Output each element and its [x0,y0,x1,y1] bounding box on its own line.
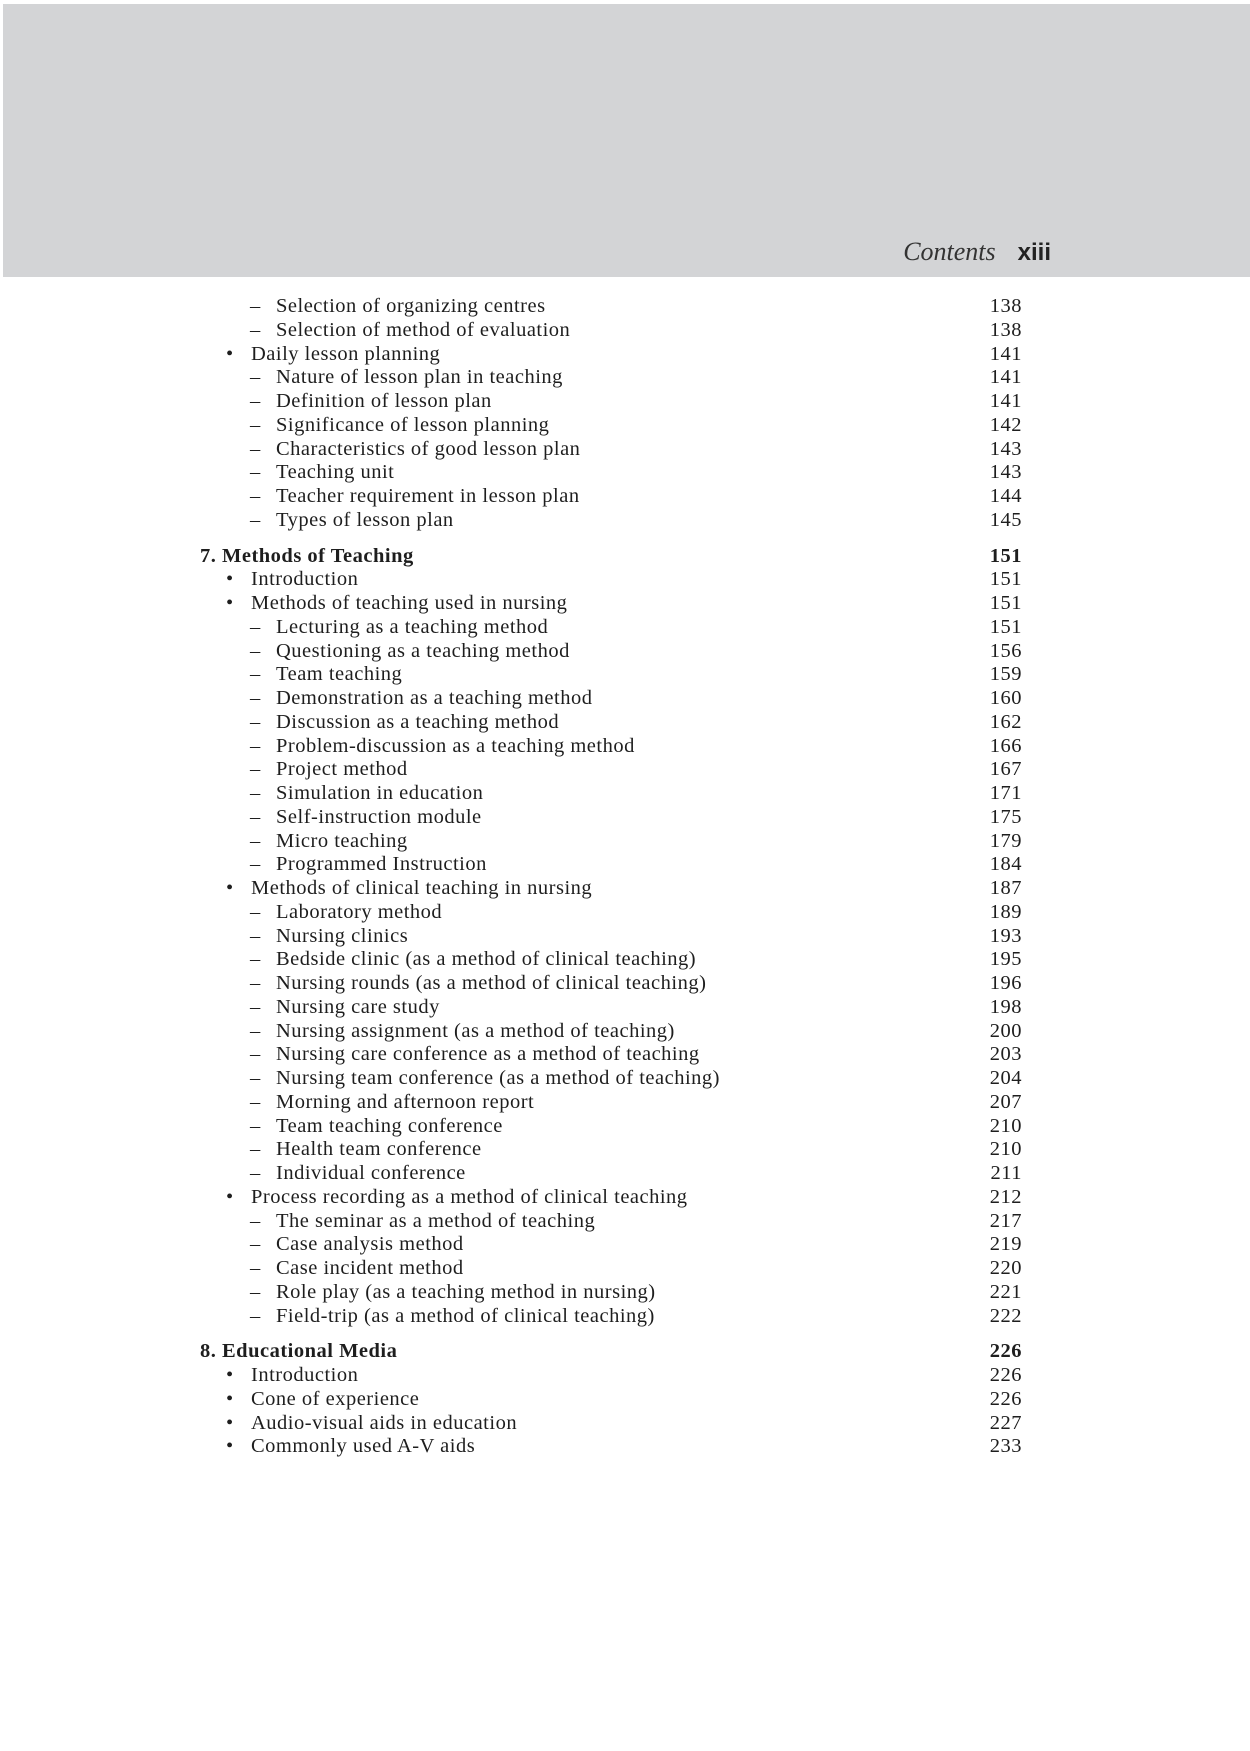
toc-section [200,1412,1022,1436]
toc-entry-page: 171 [989,782,1022,804]
toc-entry-title: Methods of teaching used in nursing [251,592,568,614]
toc-entry-page: 233 [989,1435,1022,1458]
toc-entry-title: Selection of organizing centres [276,295,546,317]
bullet-icon: • [226,877,234,899]
toc-entry-page: 141 [989,390,1022,412]
toc-subsection [200,806,1022,830]
toc-entry-title: Audio-visual aids in education [251,1411,518,1434]
bullet-icon: • [226,342,234,365]
dash-icon: – [250,1067,261,1089]
toc-entry-page: 204 [989,1067,1022,1089]
dash-icon: – [250,508,261,531]
toc-entry-page: 217 [989,1209,1022,1232]
toc-subsection [200,509,1022,533]
toc-entry-page: 226 [989,1387,1022,1410]
toc-entry-page: 138 [989,295,1022,317]
toc-entry-title: 7. Methods of Teaching [200,544,414,567]
dash-icon: – [250,295,261,317]
toc-entry-title: Case incident method [276,1257,464,1279]
toc-section [200,592,1022,616]
dash-icon: – [250,615,261,638]
toc-chapter [200,1340,1022,1364]
toc-entry-page: 210 [989,1138,1022,1161]
dash-icon: – [250,900,261,923]
toc-entry-page: 207 [989,1090,1022,1113]
toc-entry-page: 167 [989,758,1022,781]
toc-subsection [200,830,1022,854]
dash-icon: – [250,1043,261,1066]
toc-entry-title: Individual conference [276,1162,466,1184]
toc-subsection [200,1233,1022,1257]
bullet-icon: • [226,592,234,614]
toc-entry-title: Introduction [251,568,359,591]
toc-entry-title: Characteristics of good lesson plan [276,437,581,460]
toc-section [200,1186,1022,1210]
toc-subsection [200,972,1022,996]
toc-entry-page: 160 [989,687,1022,709]
toc-entry-page: 212 [989,1185,1022,1208]
dash-icon: – [250,413,261,436]
toc-entry-title: Problem-discussion as a teaching method [276,734,635,757]
toc-subsection [200,1210,1022,1234]
page-number: xiii [1017,239,1051,266]
toc-subsection [200,687,1022,711]
toc-entry-title: Definition of lesson plan [276,390,492,412]
toc-subsection [200,711,1022,735]
toc-entry-title: Nursing rounds (as a method of clinical teaching) [276,972,707,994]
toc-entry-page: 184 [989,853,1022,876]
toc-entry-page: 222 [989,1304,1022,1327]
toc-entry-page: 226 [989,1340,1022,1363]
toc-subsection [200,390,1022,414]
toc-entry-page: 193 [989,924,1022,947]
toc-section [200,1364,1022,1388]
bullet-icon: • [226,1411,234,1434]
toc-entry-page: 166 [989,734,1022,757]
toc-entry-title: Simulation in education [276,782,484,804]
table-of-contents [200,295,1022,1459]
dash-icon: – [250,710,261,733]
toc-entry-title: Process recording as a method of clinical teaching [251,1185,688,1208]
toc-entry-title: Methods of clinical teaching in nursing [251,877,593,899]
toc-entry-page: 220 [989,1257,1022,1279]
dash-icon: – [250,1257,261,1279]
dash-icon: – [250,437,261,460]
toc-entry-page: 219 [989,1233,1022,1256]
toc-subsection [200,1020,1022,1044]
header-band [3,4,1250,277]
toc-entry-page: 162 [989,710,1022,733]
toc-entry-page: 210 [989,1114,1022,1137]
running-head-title: Contents [903,237,996,266]
toc-entry-title: Daily lesson planning [251,342,441,365]
toc-entry-title: Lecturing as a teaching method [276,615,549,638]
toc-entry-title: Nursing team conference (as a method of teaching) [276,1067,720,1089]
toc-entry-page: 151 [989,568,1022,591]
dash-icon: – [250,1019,261,1042]
bullet-icon: • [226,1387,234,1410]
dash-icon: – [250,924,261,947]
toc-entry-page: 175 [989,805,1022,828]
toc-chapter [200,545,1022,569]
dash-icon: – [250,485,261,507]
dash-icon: – [250,758,261,781]
toc-entry-title: Project method [276,758,408,781]
toc-entry-title: Team teaching conference [276,1114,503,1137]
toc-subsection [200,616,1022,640]
toc-section [200,1388,1022,1412]
bullet-icon: • [226,1364,234,1386]
dash-icon: – [250,995,261,1018]
toc-entry-title: Nursing clinics [276,924,409,947]
toc-entry-page: 145 [989,508,1022,531]
toc-section [200,568,1022,592]
toc-subsection [200,925,1022,949]
toc-entry-title: Nursing assignment (as a method of teaching) [276,1019,675,1042]
toc-subsection [200,1091,1022,1115]
dash-icon: – [250,1090,261,1113]
dash-icon: – [250,663,261,686]
toc-entry-title: Case analysis method [276,1233,464,1256]
toc-entry-title: 8. Educational Media [200,1340,398,1363]
toc-subsection [200,853,1022,877]
toc-entry-page: 198 [989,995,1022,1018]
dash-icon: – [250,390,261,412]
toc-subsection [200,461,1022,485]
toc-entry-page: 151 [989,544,1022,567]
toc-entry-page: 227 [989,1411,1022,1434]
toc-entry-page: 189 [989,900,1022,923]
toc-subsection [200,1305,1022,1329]
toc-entry-title: Morning and afternoon report [276,1090,535,1113]
toc-entry-title: Commonly used A-V aids [251,1435,476,1458]
toc-entry-title: Teacher requirement in lesson plan [276,485,580,507]
toc-entry-page: 200 [989,1019,1022,1042]
toc-subsection [200,414,1022,438]
toc-entry-title: Nursing care study [276,995,440,1018]
toc-subsection [200,948,1022,972]
toc-entry-title: Questioning as a teaching method [276,639,570,662]
bullet-icon: • [226,1435,234,1458]
toc-subsection [200,438,1022,462]
toc-subsection [200,1067,1022,1091]
toc-entry-title: Cone of experience [251,1387,420,1410]
toc-section [200,343,1022,367]
toc-entry-page: 151 [989,592,1022,614]
dash-icon: – [250,687,261,709]
toc-section [200,1435,1022,1459]
toc-entry-page: 141 [989,366,1022,389]
dash-icon: – [250,1233,261,1256]
toc-entry-title: Programmed Instruction [276,853,487,876]
bullet-icon: • [226,1185,234,1208]
toc-entry-page: 156 [989,639,1022,662]
toc-subsection [200,1281,1022,1305]
dash-icon: – [250,1304,261,1327]
toc-entry-page: 211 [990,1162,1022,1184]
toc-entry-page: 195 [989,948,1022,971]
toc-subsection [200,901,1022,925]
toc-subsection [200,319,1022,343]
toc-entry-title: Self-instruction module [276,805,482,828]
dash-icon: – [250,318,261,341]
dash-icon: – [250,948,261,971]
toc-subsection [200,485,1022,509]
toc-entry-title: Nature of lesson plan in teaching [276,366,563,389]
toc-subsection [200,1257,1022,1281]
dash-icon: – [250,734,261,757]
toc-subsection [200,996,1022,1020]
toc-entry-page: 196 [989,972,1022,994]
toc-entry-page: 138 [989,318,1022,341]
toc-entry-page: 159 [989,663,1022,686]
dash-icon: – [250,461,261,484]
toc-subsection [200,735,1022,759]
toc-subsection [200,1043,1022,1067]
toc-entry-title: Types of lesson plan [276,508,454,531]
dash-icon: – [250,639,261,662]
toc-entry-title: Teaching unit [276,461,395,484]
toc-subsection [200,640,1022,664]
toc-entry-title: Selection of method of evaluation [276,318,571,341]
dash-icon: – [250,805,261,828]
toc-entry-page: 203 [989,1043,1022,1066]
dash-icon: – [250,1114,261,1137]
toc-entry-title: Bedside clinic (as a method of clinical teaching) [276,948,697,971]
toc-entry-title: Nursing care conference as a method of teaching [276,1043,700,1066]
toc-entry-page: 143 [989,461,1022,484]
bullet-icon: • [226,568,234,591]
dash-icon: – [250,853,261,876]
toc-subsection [200,366,1022,390]
toc-entry-page: 179 [989,829,1022,852]
toc-entry-page: 144 [989,485,1022,507]
toc-entry-title: The seminar as a method of teaching [276,1209,596,1232]
dash-icon: – [250,1138,261,1161]
toc-entry-title: Role play (as a teaching method in nursing) [276,1280,656,1303]
toc-entry-page: 226 [989,1364,1022,1386]
toc-section [200,877,1022,901]
toc-entry-title: Laboratory method [276,900,443,923]
toc-entry-title: Field-trip (as a method of clinical teaching) [276,1304,655,1327]
dash-icon: – [250,782,261,804]
toc-subsection [200,1115,1022,1139]
dash-icon: – [250,1209,261,1232]
toc-entry-title: Discussion as a teaching method [276,710,560,733]
toc-subsection [200,1162,1022,1186]
toc-entry-title: Introduction [251,1364,359,1386]
toc-entry-title: Significance of lesson planning [276,413,550,436]
toc-entry-title: Micro teaching [276,829,408,852]
toc-subsection [200,1138,1022,1162]
toc-subsection [200,782,1022,806]
toc-entry-title: Demonstration as a teaching method [276,687,593,709]
toc-subsection [200,295,1022,319]
dash-icon: – [250,972,261,994]
toc-entry-title: Health team conference [276,1138,482,1161]
toc-entry-page: 142 [989,413,1022,436]
toc-entry-page: 187 [989,877,1022,899]
toc-entry-page: 221 [989,1280,1022,1303]
toc-entry-title: Team teaching [276,663,403,686]
dash-icon: – [250,1280,261,1303]
running-head [903,237,1051,267]
toc-subsection [200,663,1022,687]
dash-icon: – [250,829,261,852]
dash-icon: – [250,366,261,389]
dash-icon: – [250,1162,261,1184]
toc-entry-page: 141 [989,342,1022,365]
toc-entry-page: 143 [989,437,1022,460]
toc-entry-page: 151 [989,615,1022,638]
toc-subsection [200,758,1022,782]
